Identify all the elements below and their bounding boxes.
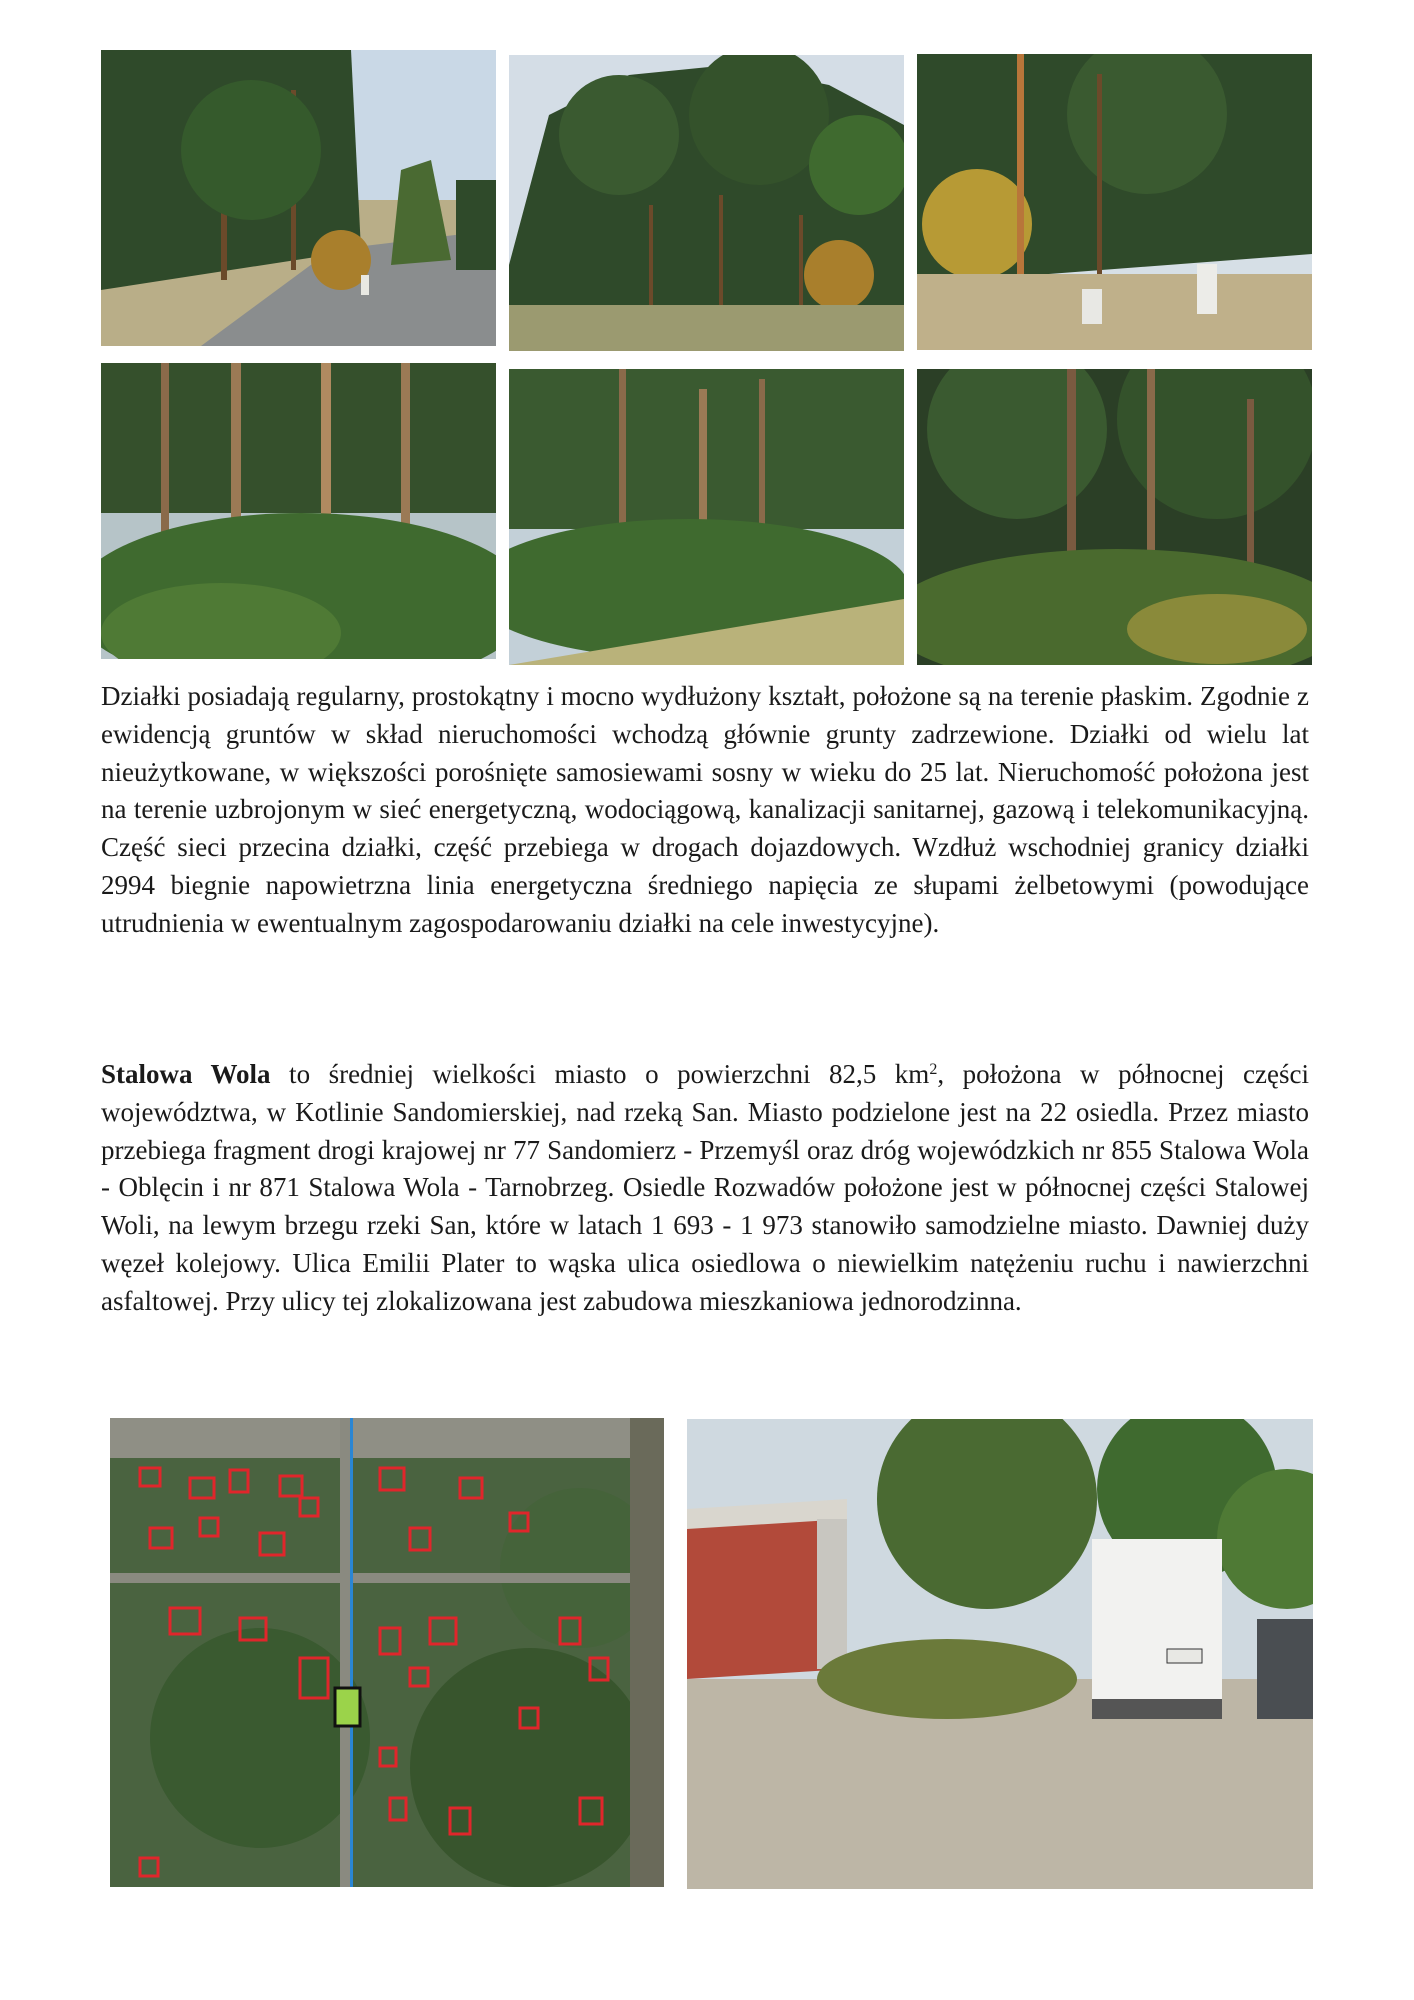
description-paragraph: Działki posiadają regularny, prostokątny i mocno wydłużony kształt, położone są na terenie płaskim. Zgodnie z ewidencją gruntów w skład nieruchomości wchodzą głównie grunty zadrzewione. Działki od wielu lat nieużytkowane, w większości porośnięte samosiewami sosny w wieku do 25 lat. Nieruchomość położona jest na terenie uzbrojonym w sieć energetyczną, wodociągową, kanalizacji sanitarnej, gazową i telekomunikacyjną. Część sieci przecina działki, część przebiega w drogach dojazdowych. Wzdłuż wschodniej granicy działki 2994 biegnie napowietrzna linia energetyczna średniego napięcia ze słupami żelbetowymi (powodujące utrudnienia w ewentualnym zagospodarowaniu działki na cele inwestycyjne). (101, 681, 1309, 938)
city-text-part2: , położona w północnej części województwa, w Kotlinie Sandomierskiej, nad rzeką San. Miasto podzielone jest na 22 osiedla. Przez miasto przebiega fragment drogi krajowej nr 77 Sandomierz - Przemyśl oraz dróg wojewódzkich nr 855 Stalowa Wola - Oblęcin i nr 871 Stalowa Wola - Tarnobrzeg. Osiedle Rozwadów położone jest w północnej części Stalowej Woli, na lewym brzegu rzeki San, które w latach 1 693 - 1 973 stanowiło samodzielne miasto. Dawniej duży węzeł kolejowy. Ulica Emilii Plater to wąska ulica osiedlowa o niewielkim natężeniu ruchu i nawierzchni asfaltowej. Przy ulicy tej zlokalizowana jest zabudowa mieszkaniowa jednorodzinna. (101, 1059, 1310, 1316)
photo-dense-forest (917, 369, 1312, 665)
city-name: Stalowa Wola (101, 1059, 271, 1089)
city-description-paragraph (101, 1056, 1309, 1321)
photo-forest-path (509, 369, 904, 665)
area-unit-superscript: 2 (929, 1061, 938, 1078)
photo-tall-pines-shrubs (101, 363, 496, 659)
photo-road-forest (101, 50, 496, 346)
aerial-map (110, 1418, 664, 1887)
photo-pine-stand (509, 55, 904, 351)
photo-yard-van (687, 1419, 1313, 1889)
photo-utility-boxes (917, 54, 1312, 350)
city-text-part1: to średniej wielkości miasto o powierzchni 82,5 km (270, 1059, 930, 1089)
